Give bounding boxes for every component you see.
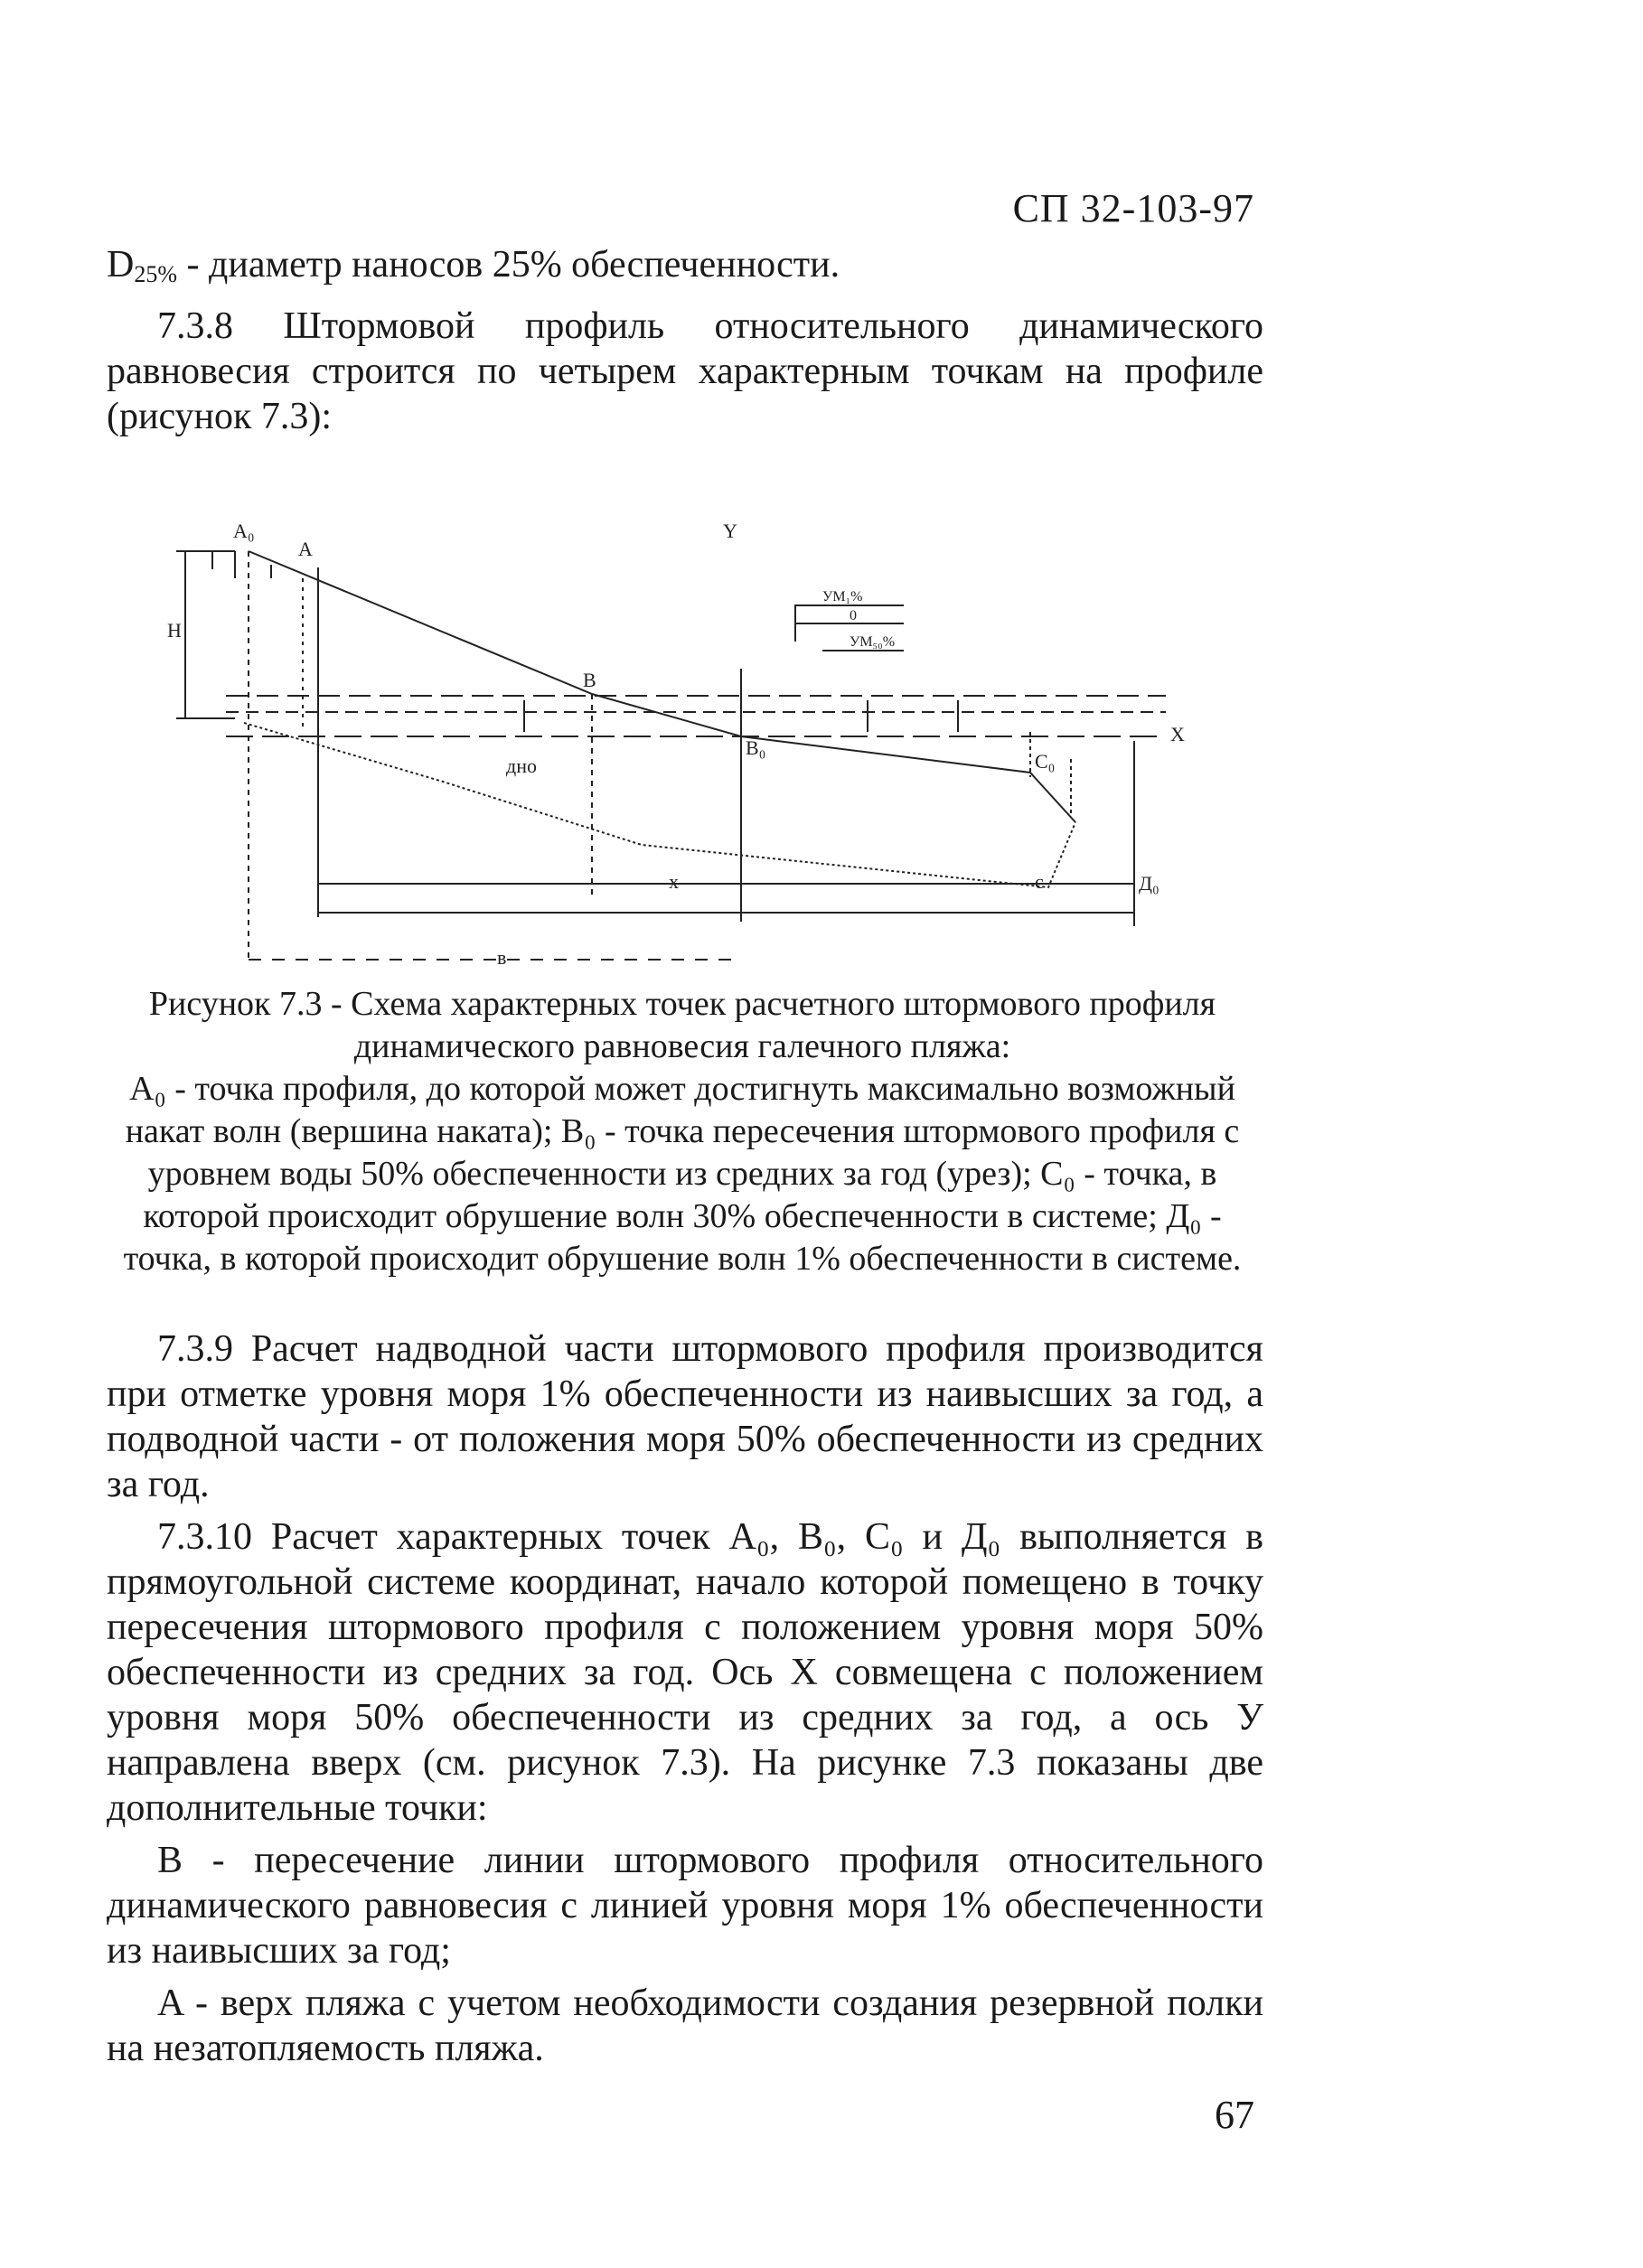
page-number: 67 [1215,2093,1254,2137]
d25-subscript: 25% [134,261,178,287]
label-level-0: 0 [850,608,857,623]
paragraph-7-3-8: 7.3.8 Штормовой профиль относительного динамического равновесия строится по четырем характерным точкам на профиле (рисунок 7.3): [107,305,1263,437]
label-b-dim: в [497,946,507,969]
label-d0: Д₀ [1139,872,1159,895]
figure-caption [99,983,1265,1280]
label-y-axis: Y [723,520,737,542]
label-c-dim: c [1035,870,1044,893]
label-b0: B₀ [746,736,766,759]
paragraph-7-3-10: 7.3.10 Расчет характерных точек A₀, B₀, C₀ и Д₀ выполняется в прямоугольной системе координат, начало которой помещено в точку пересечения штормового профиля с положением уровня моря 50% обеспеченности из средних за год. Ось X совмещена с положением уровня моря 50% обеспеченности из средних за год, а ось У направлена вверх (см. рисунок 7.3). На рисунке 7.3 показаны две дополнительные точки: [107,1516,1263,1829]
caption-title: Рисунок 7.3 - Схема характерных точек расчетного штормового профиля динамического равновесия галечного пляжа: [148,985,1216,1065]
label-x-dim: x [669,870,679,893]
label-c0: C₀ [1035,750,1056,773]
figure-7-3 [163,515,1202,994]
document-code: СП 32-103-97 [1012,186,1254,230]
d25-rest: - диаметр наносов 25% обеспеченности. [177,244,840,286]
label-h: H [167,619,182,642]
text-block-top [107,242,1263,439]
profile-diagram [163,515,1202,994]
label-x-axis: X [1170,723,1185,745]
text-block-bottom [107,1326,1263,2071]
label-level-50: УМ₅₀% [850,634,896,650]
definition-d25 [107,242,1263,287]
caption-body: A₀ - точка профиля, до которой может достигнуть максимально возможный накат волн (вершина наката); B₀ - точка пересечения штормового профиля с уровнем воды 50% обеспеченности из средних за год (урез); C₀ - точка, в которой происходит обрушение волн 30% обеспеченности в системе; Д₀ - точка, в которой происходит обрушение волн 1% обеспеченности в системе. [123,1070,1242,1278]
label-level-1: УМ₁% [822,589,863,604]
label-b: B [583,669,596,691]
label-dno: дно [506,754,537,777]
label-a-top: A [298,538,313,560]
point-a-description: A - верх пляжа с учетом необходимости создания резервной полки на незатопляемость пляжа. [107,1982,1263,2069]
d25-lead: D [107,244,135,286]
point-b-description: B - пересечение линии штормового профиля относительного динамического равновесия с линией уровня моря 1% обеспеченности из наивысших за год; [107,1840,1263,1972]
paragraph-7-3-9: 7.3.9 Расчет надводной части штормового профиля производится при отметке уровня моря 1% обеспеченности из наивысших за год, а подводной части - от положения моря 50% обеспеченности из средних за год. [107,1328,1263,1505]
label-a0-top: A₀ [233,520,255,542]
